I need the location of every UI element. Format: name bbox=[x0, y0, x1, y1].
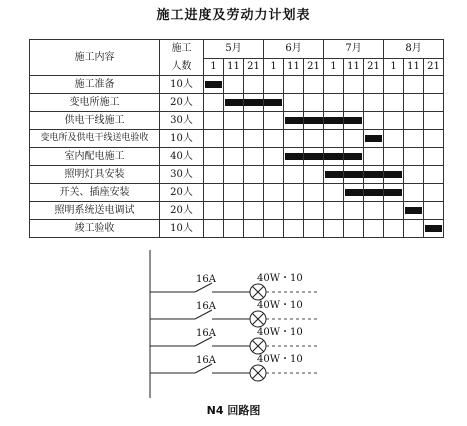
period-cell bbox=[204, 202, 224, 220]
breaker-rating: 16A bbox=[196, 274, 216, 285]
task-name: 照明系统送电调试 bbox=[30, 202, 160, 220]
period-cell bbox=[204, 148, 224, 166]
header-day: 11 bbox=[344, 59, 364, 76]
header-day: 21 bbox=[424, 59, 444, 76]
period-cell bbox=[364, 76, 384, 94]
load-rating: 40W・10 bbox=[257, 300, 303, 311]
period-cell bbox=[264, 76, 284, 94]
period-cell bbox=[324, 130, 344, 148]
period-cell bbox=[324, 166, 344, 184]
task-name: 供电干线施工 bbox=[30, 112, 160, 130]
period-cell bbox=[264, 94, 284, 112]
period-cell bbox=[404, 94, 424, 112]
task-name: 室内配电施工 bbox=[30, 148, 160, 166]
progress-bar bbox=[324, 153, 344, 160]
circuit-branch bbox=[150, 273, 318, 300]
period-cell bbox=[224, 148, 244, 166]
period-cell bbox=[284, 220, 304, 238]
period-cell bbox=[344, 166, 364, 184]
page-title: 施工进度及劳动力计划表 bbox=[156, 8, 311, 23]
task-people: 10人 bbox=[160, 76, 204, 94]
period-cell bbox=[424, 94, 444, 112]
period-cell bbox=[244, 148, 264, 166]
period-cell bbox=[204, 94, 224, 112]
period-cell bbox=[344, 112, 364, 130]
period-cell bbox=[424, 130, 444, 148]
progress-bar bbox=[285, 153, 304, 160]
period-cell bbox=[364, 148, 384, 166]
table-row bbox=[30, 76, 444, 94]
period-cell bbox=[384, 184, 404, 202]
progress-bar bbox=[225, 99, 244, 106]
period-cell bbox=[204, 220, 224, 238]
header-day: 1 bbox=[384, 59, 404, 76]
header-people-line1: 施工 bbox=[160, 40, 204, 59]
header-month: 5月 bbox=[204, 40, 264, 59]
period-cell bbox=[304, 202, 324, 220]
progress-bar bbox=[304, 153, 324, 160]
period-cell bbox=[244, 112, 264, 130]
task-people: 20人 bbox=[160, 202, 204, 220]
period-cell bbox=[324, 148, 344, 166]
period-cell bbox=[404, 148, 424, 166]
period-cell bbox=[384, 148, 404, 166]
period-cell bbox=[224, 220, 244, 238]
period-cell bbox=[324, 220, 344, 238]
progress-bar bbox=[364, 171, 384, 178]
period-cell bbox=[364, 130, 384, 148]
period-cell bbox=[304, 166, 324, 184]
header-day: 11 bbox=[404, 59, 424, 76]
circuit-branch bbox=[150, 354, 318, 381]
period-cell bbox=[364, 220, 384, 238]
period-cell bbox=[204, 184, 224, 202]
period-cell bbox=[324, 202, 344, 220]
period-cell bbox=[244, 94, 264, 112]
task-people: 10人 bbox=[160, 220, 204, 238]
period-cell bbox=[224, 76, 244, 94]
table-row bbox=[30, 94, 444, 112]
breaker-rating: 16A bbox=[196, 301, 216, 312]
period-cell bbox=[204, 130, 224, 148]
period-cell bbox=[344, 94, 364, 112]
progress-bar bbox=[205, 81, 222, 88]
table-row bbox=[30, 166, 444, 184]
progress-bar bbox=[344, 153, 362, 160]
period-cell bbox=[284, 184, 304, 202]
period-cell bbox=[384, 166, 404, 184]
period-cell bbox=[424, 76, 444, 94]
period-cell bbox=[404, 130, 424, 148]
period-cell bbox=[224, 202, 244, 220]
table-row bbox=[30, 184, 444, 202]
progress-bar bbox=[384, 171, 402, 178]
period-cell bbox=[324, 184, 344, 202]
header-task: 施工内容 bbox=[30, 40, 160, 76]
task-people: 20人 bbox=[160, 184, 204, 202]
period-cell bbox=[264, 184, 284, 202]
progress-bar bbox=[384, 189, 402, 196]
header-day: 1 bbox=[264, 59, 284, 76]
period-cell bbox=[204, 112, 224, 130]
table-row bbox=[30, 220, 444, 238]
load-rating: 40W・10 bbox=[257, 354, 303, 365]
task-name: 变电所施工 bbox=[30, 94, 160, 112]
period-cell bbox=[364, 112, 384, 130]
progress-bar bbox=[364, 189, 384, 196]
diagram-caption: N4 回路图 bbox=[206, 404, 261, 417]
task-people: 30人 bbox=[160, 112, 204, 130]
period-cell bbox=[404, 202, 424, 220]
period-cell bbox=[424, 202, 444, 220]
period-cell bbox=[404, 112, 424, 130]
period-cell bbox=[404, 76, 424, 94]
period-cell bbox=[304, 220, 324, 238]
period-cell bbox=[284, 76, 304, 94]
period-cell bbox=[404, 166, 424, 184]
period-cell bbox=[424, 166, 444, 184]
period-cell bbox=[224, 130, 244, 148]
progress-bar bbox=[345, 189, 364, 196]
period-cell bbox=[244, 202, 264, 220]
period-cell bbox=[324, 76, 344, 94]
task-people: 30人 bbox=[160, 166, 204, 184]
schedule-table bbox=[29, 39, 444, 238]
period-cell bbox=[224, 112, 244, 130]
period-cell bbox=[324, 94, 344, 112]
task-people: 10人 bbox=[160, 130, 204, 148]
period-cell bbox=[284, 202, 304, 220]
task-name: 照明灯具安装 bbox=[30, 166, 160, 184]
period-cell bbox=[424, 184, 444, 202]
task-name: 开关、插座安装 bbox=[30, 184, 160, 202]
header-people-line2: 人数 bbox=[160, 59, 204, 76]
period-cell bbox=[264, 112, 284, 130]
circuit-diagram bbox=[0, 250, 467, 400]
period-cell bbox=[364, 166, 384, 184]
header-day: 21 bbox=[364, 59, 384, 76]
period-cell bbox=[244, 184, 264, 202]
table-row bbox=[30, 148, 444, 166]
progress-bar bbox=[344, 117, 362, 124]
period-cell bbox=[304, 94, 324, 112]
header-month: 6月 bbox=[264, 40, 324, 59]
period-cell bbox=[344, 184, 364, 202]
task-people: 40人 bbox=[160, 148, 204, 166]
period-cell bbox=[284, 148, 304, 166]
breaker-rating: 16A bbox=[196, 328, 216, 339]
period-cell bbox=[344, 202, 364, 220]
header-day: 21 bbox=[304, 59, 324, 76]
progress-bar bbox=[304, 117, 324, 124]
header-day: 1 bbox=[204, 59, 224, 76]
period-cell bbox=[244, 166, 264, 184]
period-cell bbox=[384, 76, 404, 94]
period-cell bbox=[304, 112, 324, 130]
task-name: 施工准备 bbox=[30, 76, 160, 94]
period-cell bbox=[364, 184, 384, 202]
period-cell bbox=[244, 130, 264, 148]
period-cell bbox=[284, 94, 304, 112]
period-cell bbox=[204, 76, 224, 94]
period-cell bbox=[404, 184, 424, 202]
progress-bar bbox=[244, 99, 264, 106]
breaker-rating: 16A bbox=[196, 355, 216, 366]
progress-bar bbox=[285, 117, 304, 124]
period-cell bbox=[384, 94, 404, 112]
period-cell bbox=[364, 94, 384, 112]
load-rating: 40W・10 bbox=[257, 273, 303, 284]
circuit-branch bbox=[150, 300, 318, 327]
period-cell bbox=[424, 112, 444, 130]
period-cell bbox=[344, 220, 364, 238]
period-cell bbox=[384, 220, 404, 238]
period-cell bbox=[224, 166, 244, 184]
progress-bar bbox=[425, 225, 442, 232]
progress-bar bbox=[344, 171, 364, 178]
period-cell bbox=[344, 76, 364, 94]
period-cell bbox=[324, 112, 344, 130]
header-day: 11 bbox=[284, 59, 304, 76]
period-cell bbox=[384, 130, 404, 148]
period-cell bbox=[404, 220, 424, 238]
period-cell bbox=[304, 148, 324, 166]
period-cell bbox=[424, 148, 444, 166]
period-cell bbox=[204, 166, 224, 184]
period-cell bbox=[224, 184, 244, 202]
progress-bar bbox=[365, 135, 382, 142]
period-cell bbox=[264, 166, 284, 184]
period-cell bbox=[284, 130, 304, 148]
period-cell bbox=[384, 202, 404, 220]
period-cell bbox=[224, 94, 244, 112]
period-cell bbox=[264, 148, 284, 166]
task-name: 竣工验收 bbox=[30, 220, 160, 238]
period-cell bbox=[424, 220, 444, 238]
period-cell bbox=[284, 166, 304, 184]
header-day: 1 bbox=[324, 59, 344, 76]
header-day: 11 bbox=[224, 59, 244, 76]
progress-bar bbox=[264, 99, 282, 106]
header-day: 21 bbox=[244, 59, 264, 76]
header-month: 8月 bbox=[384, 40, 444, 59]
circuit-branch bbox=[150, 327, 318, 354]
period-cell bbox=[364, 202, 384, 220]
header-month: 7月 bbox=[324, 40, 384, 59]
period-cell bbox=[384, 112, 404, 130]
task-name: 变电所及供电干线送电验收 bbox=[30, 130, 160, 148]
period-cell bbox=[244, 220, 264, 238]
period-cell bbox=[304, 184, 324, 202]
period-cell bbox=[344, 148, 364, 166]
table-row bbox=[30, 130, 444, 148]
period-cell bbox=[244, 76, 264, 94]
period-cell bbox=[264, 202, 284, 220]
period-cell bbox=[284, 112, 304, 130]
period-cell bbox=[344, 130, 364, 148]
period-cell bbox=[264, 130, 284, 148]
load-rating: 40W・10 bbox=[257, 327, 303, 338]
period-cell bbox=[264, 220, 284, 238]
progress-bar bbox=[405, 207, 422, 214]
table-row bbox=[30, 112, 444, 130]
table-row bbox=[30, 202, 444, 220]
period-cell bbox=[304, 76, 324, 94]
task-people: 20人 bbox=[160, 94, 204, 112]
progress-bar bbox=[325, 171, 344, 178]
period-cell bbox=[304, 130, 324, 148]
progress-bar bbox=[324, 117, 344, 124]
